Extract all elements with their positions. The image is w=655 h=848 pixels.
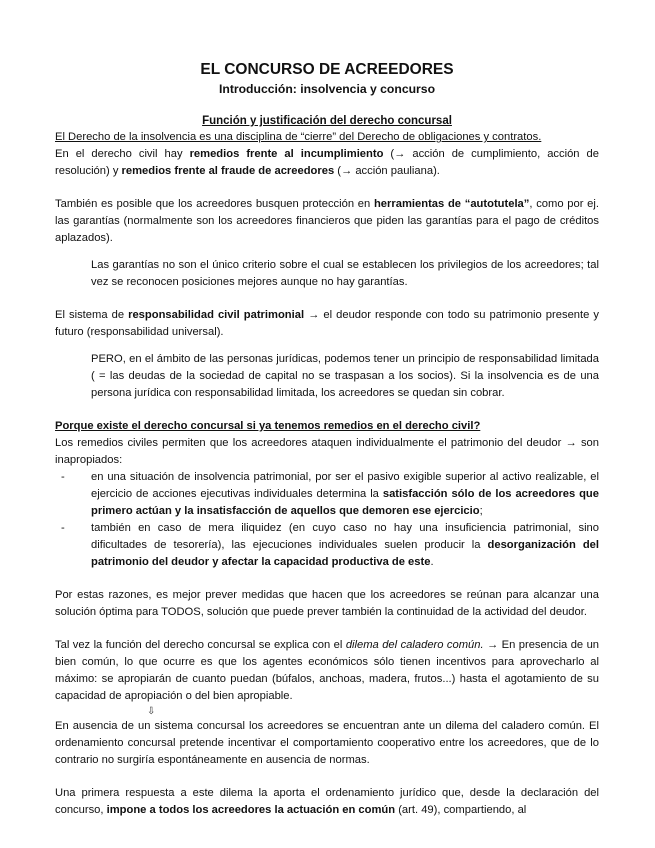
document-title: EL CONCURSO DE ACREEDORES — [200, 61, 454, 78]
section-title-funcion: Función y justificación del derecho concursal — [202, 115, 452, 127]
paragraph-responsabilidad: El sistema de responsabilidad civil patrimonial → el deudor responde con todo su patrimonio presente y futuro (responsabilidad universal). — [55, 309, 599, 338]
paragraph-remedios: En el derecho civil hay remedios frente al incumplimiento (→ acción de cumplimiento, acción de resolución) y remedios frente al fraude de acreedores (→ acción pauliana). — [55, 148, 599, 177]
paragraph-remedios-civiles: Los remedios civiles permiten que los acreedores ataquen individualmente el patrimonio del deudor → son inapropiados: — [55, 437, 599, 466]
note-garantias: Las garantías no son el único criterio sobre el cual se establecen los privilegios de los acreedores; tal vez se reconocen posiciones mejores aunque no hay garantías. — [91, 259, 599, 288]
paragraph-caladero: Tal vez la función del derecho concursal se explica con el dilema del caladero común. → En presencia de un bien común, lo que ocurre es que los agentes económicos sólo tienen incentivos para aprovecharlo al máximo: se apropiarán de cuanto puedan (búfalos, anchoas, madera, frutos...) hasta el agotamiento de su capacidad de apropiación o del bien apropiable. — [55, 639, 600, 702]
section-intro: El Derecho de la insolvencia es una disciplina de “cierre” del Derecho de obligaciones y contratos. — [55, 131, 542, 143]
down-arrow-icon: ⇩ — [147, 706, 156, 717]
section-title-porque: Porque existe el derecho concursal si ya tenemos remedios en el derecho civil? — [55, 420, 481, 432]
list-item: - también en caso de mera iliquidez (en cuyo caso no hay una insuficiencia patrimonial, sino dificultades de tesorería), las ejecuciones individuales suelen producir la desorganización del patrimonio del deudor y afectar la capacidad productiva de este. — [61, 522, 599, 568]
paragraph-razones: Por estas razones, es mejor prever medidas que hacen que los acreedores se reúnan para alcanzar una solución óptima para TODOS, solución que puede prever también la continuidad de la actividad del deudor. — [55, 589, 599, 618]
document-subtitle: Introducción: insolvencia y concurso — [218, 82, 436, 96]
paragraph-autotutela: También es posible que los acreedores busquen protección en herramientas de “autotutela”, como por ej. las garantías (normalmente son los acreedores financieros que piden las garantías para el pago de créditos aplazados). — [55, 198, 599, 244]
paragraph-respuesta: Una primera respuesta a este dilema la aporta el ordenamiento jurídico que, desde la declaración del concurso, impone a todos los acreedores la actuación en común (art. 49), compartiendo, al — [55, 787, 599, 816]
dash-list — [55, 469, 599, 571]
paragraph-ausencia: En ausencia de un sistema concursal los acreedores se encuentran ante un dilema del caladero común. El ordenamiento concursal pretende incentivar el comportamiento cooperativo entre los acreedores, que de lo contrario no surgiría espontáneamente en ausencia de normas. — [55, 720, 599, 766]
note-personas-juridicas: PERO, en el ámbito de las personas jurídicas, podemos tener un principio de responsabilidad limitada ( = las deudas de la sociedad de capital no se traspasan a los socios). Si la insolvencia es de una persona jurídica con responsabilidad limitada, los acreedores se quedan sin cobrar. — [91, 353, 599, 399]
list-item: - en una situación de insolvencia patrimonial, por ser el pasivo exigible superior al activo realizable, el ejercicio de acciones ejecutivas individuales determina la satisfacción sólo de los acreedores que primero actúan y la insatisfacción de aquellos que demoren ese ejercicio; — [61, 471, 599, 517]
